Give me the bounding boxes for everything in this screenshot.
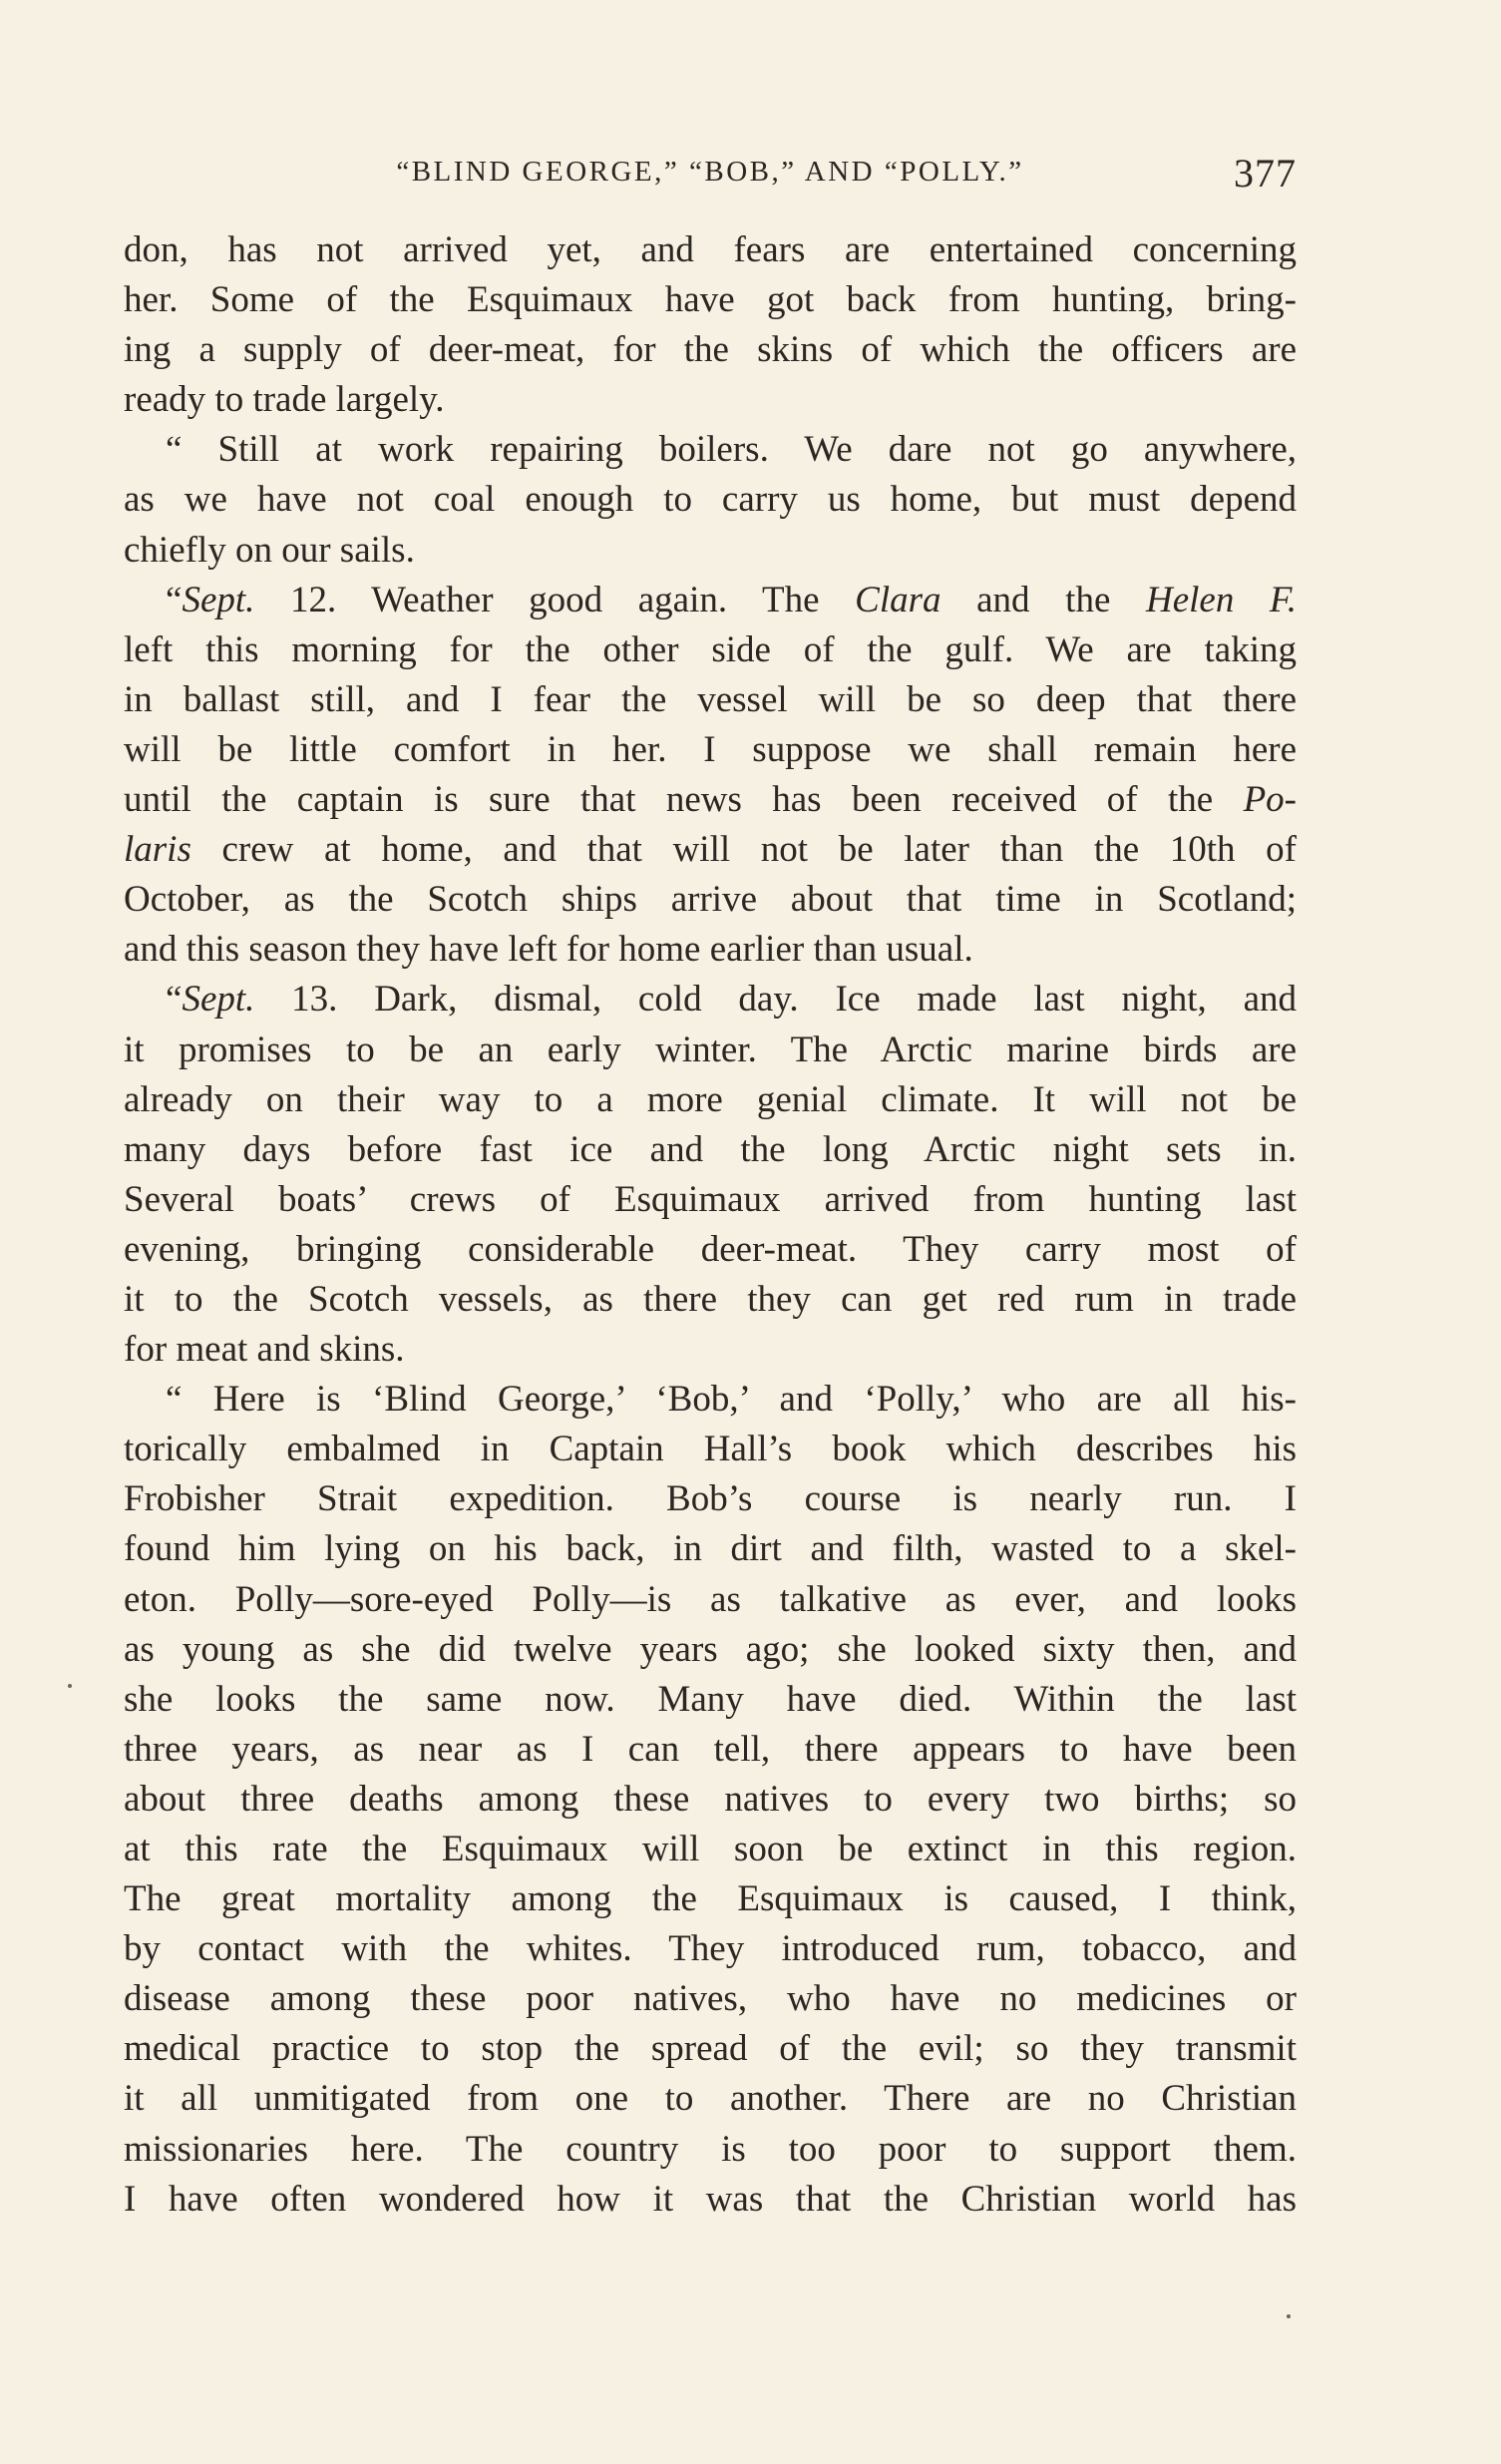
text-run: “ xyxy=(166,579,183,620)
paper-speck xyxy=(1287,2314,1291,2318)
text-line: and this season they have left for home earlier than usual. xyxy=(124,929,973,971)
paper-speck xyxy=(68,1684,72,1688)
text-line: by contact with the whites. They introduced rum, tobacco, and xyxy=(124,1928,1297,1970)
text-line: it all unmitigated from one to another. There are no Christian xyxy=(124,2078,1297,2120)
text-line: for meat and skins. xyxy=(124,1329,405,1371)
ship-name: Po- xyxy=(1243,779,1297,821)
text-line: don, has not arrived yet, and fears are entertained concerning xyxy=(124,229,1297,270)
ship-name: Clara xyxy=(855,579,941,620)
text-line xyxy=(124,825,1297,875)
text-line: it to the Scotch vessels, as there they can get red rum in trade xyxy=(124,1278,1297,1320)
page-header xyxy=(124,150,1297,200)
text-line: I have often wondered how it was that the Christian world has xyxy=(124,2178,1297,2220)
text-line: Several boats’ crews of Esquimaux arrived from hunting last xyxy=(124,1178,1297,1220)
text-line xyxy=(124,975,1297,1025)
text-line: already on their way to a more genial climate. It will not be xyxy=(124,1078,1297,1120)
text-line: The great mortality among the Esquimaux is caused, I think, xyxy=(124,1878,1297,1920)
text-line: ing a supply of deer-meat, for the skins of which the officers are xyxy=(124,329,1297,371)
body-text xyxy=(124,225,1297,2225)
date-abbrev: Sept. xyxy=(182,579,255,620)
text-run: 12. Weather good again. The xyxy=(254,579,856,620)
text-line: disease among these poor natives, who have no medicines or xyxy=(124,1978,1297,2020)
text-run: “ xyxy=(166,979,183,1021)
text-line: October, as the Scotch ships arrive about that time in Scotland; xyxy=(124,879,1297,921)
text-line: medical practice to stop the spread of the evil; so they transmit xyxy=(124,2028,1297,2070)
text-line: she looks the same now. Many have died. Within the last xyxy=(124,1678,1297,1720)
text-line xyxy=(124,576,1297,625)
text-run: 13. Dark, dismal, cold day. Ice made last night, and xyxy=(254,979,1297,1021)
text-line: missionaries here. The country is too poor to support them. xyxy=(124,2128,1297,2170)
text-line: torically embalmed in Captain Hall’s book which describes his xyxy=(124,1429,1297,1470)
text-line: “ Here is ‘Blind George,’ ‘Bob,’ and ‘Polly,’ who are all his- xyxy=(166,1379,1297,1421)
page-number: 377 xyxy=(1234,151,1297,196)
text-run: crew at home, and that will not be later than the 10th of xyxy=(190,829,1297,871)
text-line: as young as she did twelve years ago; she looked sixty then, and xyxy=(124,1628,1297,1670)
text-line: it promises to be an early winter. The Arctic marine birds are xyxy=(124,1028,1297,1070)
text-run: until the captain is sure that news has been received of the xyxy=(124,779,1244,821)
text-line: chiefly on our sails. xyxy=(124,529,415,571)
text-line: left this morning for the other side of the gulf. We are taking xyxy=(124,628,1297,670)
text-line: as we have not coal enough to carry us home, but must depend xyxy=(124,479,1297,521)
running-title: “BLIND GEORGE,” “BOB,” AND “POLLY.” xyxy=(396,156,1024,188)
text-line: her. Some of the Esquimaux have got back from hunting, bring- xyxy=(124,279,1297,321)
text-line: “ Still at work repairing boilers. We dare not go anywhere, xyxy=(166,429,1297,471)
text-line: three years, as near as I can tell, there appears to have been xyxy=(124,1728,1297,1770)
text-line: many days before fast ice and the long Arctic night sets in. xyxy=(124,1128,1297,1170)
text-line: eton. Polly—sore-eyed Polly—is as talkative as ever, and looks xyxy=(124,1578,1297,1620)
ship-name: Helen F. xyxy=(1145,579,1298,620)
text-line: found him lying on his back, in dirt and filth, wasted to a skel- xyxy=(124,1528,1297,1570)
text-line: will be little comfort in her. I suppose we shall remain here xyxy=(124,728,1297,770)
ship-name: laris xyxy=(124,829,191,871)
text-line: at this rate the Esquimaux will soon be extinct in this region. xyxy=(124,1829,1297,1869)
text-line: about three deaths among these natives to every two births; so xyxy=(124,1778,1297,1820)
text-line xyxy=(124,775,1297,825)
date-abbrev: Sept. xyxy=(182,979,255,1021)
text-run: and the xyxy=(940,579,1146,620)
text-line: evening, bringing considerable deer-meat. They carry most of xyxy=(124,1228,1297,1270)
text-line: ready to trade largely. xyxy=(124,379,445,421)
text-line: in ballast still, and I fear the vessel will be so deep that there xyxy=(124,678,1297,720)
text-line: Frobisher Strait expedition. Bob’s course is nearly run. I xyxy=(124,1478,1297,1520)
